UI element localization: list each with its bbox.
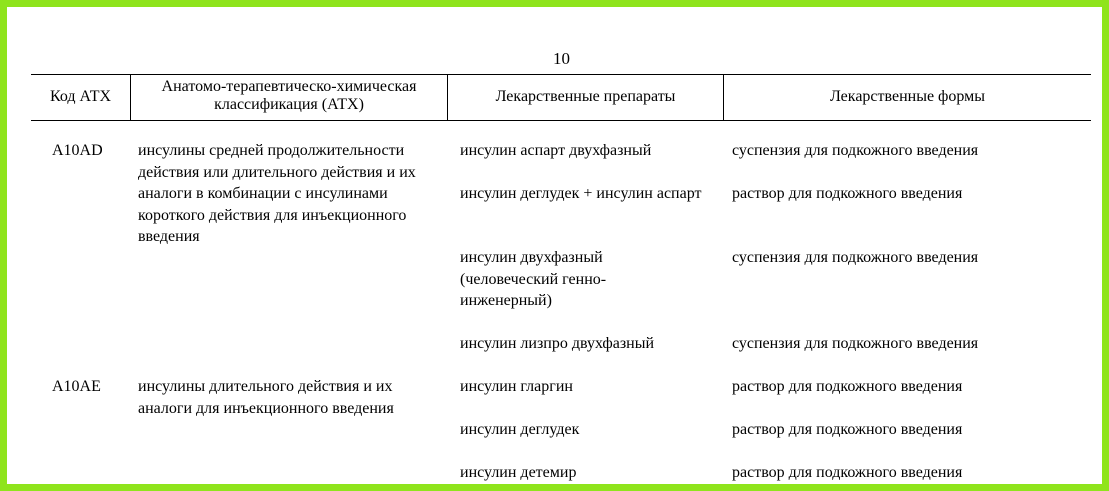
drug-name: инсулин деглудек — [460, 421, 580, 438]
atc-classification: инсулины длительного действия и их аналоги для инъекционного введения — [138, 378, 394, 417]
drug-name: инсулин деглудек + инсулин аспарт — [460, 185, 702, 202]
dosage-form: суспензия для подкожного введения — [732, 249, 979, 266]
dosage-form: суспензия для подкожного введения — [732, 335, 979, 352]
column-header-classification: Анатомо-терапевтическо-химическая классификация (АТХ) — [161, 78, 417, 113]
dosage-form: раствор для подкожного введения — [732, 464, 963, 481]
table-top-rule — [31, 74, 1091, 75]
atc-code: A10AE — [52, 378, 101, 395]
column-header-drugs: Лекарственные препараты — [495, 88, 676, 105]
drug-name: инсулин двухфазный (человеческий генно-инженерный) — [460, 249, 607, 309]
drug-name: инсулин аспарт двухфазный — [460, 142, 652, 159]
header-divider — [130, 74, 131, 120]
drug-name: инсулин детемир — [460, 464, 577, 481]
drug-name: инсулин гларгин — [460, 378, 573, 395]
dosage-form: раствор для подкожного введения — [732, 378, 963, 395]
drug-name: инсулин лизпро двухфазный — [460, 335, 655, 352]
header-bottom-rule — [31, 120, 1091, 121]
atc-code: A10AD — [52, 142, 103, 159]
page-number: 10 — [553, 49, 570, 68]
dosage-form: раствор для подкожного введения — [732, 185, 963, 202]
column-header-code: Код АТХ — [49, 88, 112, 105]
dosage-form: раствор для подкожного введения — [732, 421, 963, 438]
atc-classification: инсулины средней продолжительности действия или длительного действия и их аналоги в комбинации с инсулинами короткого действия для инъекционного введения — [138, 142, 416, 245]
dosage-form: суспензия для подкожного введения — [732, 142, 979, 159]
column-header-forms: Лекарственные формы — [829, 88, 986, 105]
